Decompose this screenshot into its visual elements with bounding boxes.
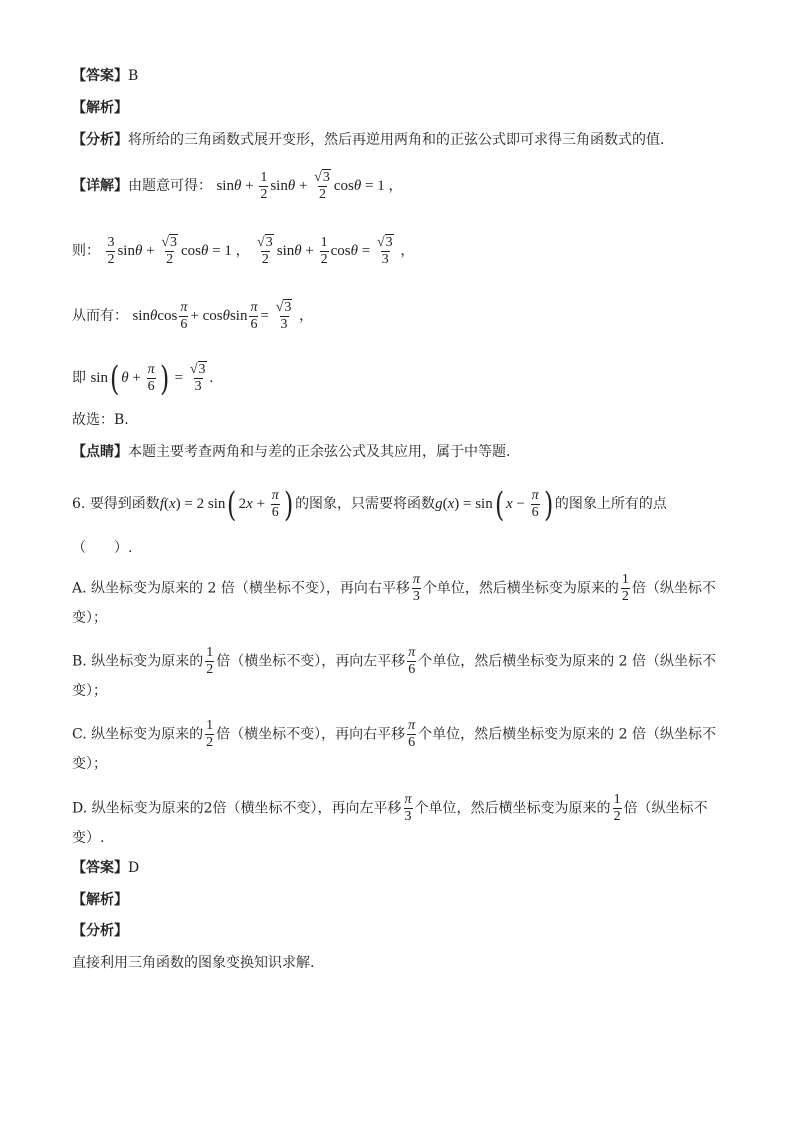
option-d-text-1: D. 纵坐标变为原来的2倍（横坐标不变），再向左平移 — [72, 800, 402, 817]
final-text: 直接利用三角函数的图象变换知识求解. — [72, 955, 315, 971]
question-text-c: 的图象上所有的点 — [554, 495, 667, 512]
equation-1: sinθ + $\frac{1}{2}$ sinθ + $\frac{√3}{2}$ cosθ = 1 — [216, 170, 389, 202]
fenxi-line-1 — [72, 130, 664, 150]
option-c-cont: 变）； — [72, 756, 107, 772]
answer-label: 【答案】 — [72, 68, 128, 84]
equation-3: $\frac{√3}{2}$ sinθ + $\frac{1}{2}$ cosθ = $\frac{√3}{3}$ — [257, 235, 393, 267]
option-b-cont: 变）； — [72, 683, 107, 699]
fenxi-label: 【分析】 — [72, 132, 128, 148]
question-6-line — [72, 484, 667, 525]
question-bracket: （ ）. — [72, 540, 133, 556]
option-a-cont: 变）； — [72, 610, 107, 626]
option-c-text-2: 倍（横坐标不变），再向右平移 — [216, 726, 406, 743]
option-c — [72, 718, 716, 751]
frac-1-2: $\frac{1}{2}$ — [613, 792, 621, 824]
step4-line — [72, 358, 214, 399]
xiangjie-text: 由题意可得： — [128, 177, 212, 194]
option-d-text-2: 个单位，然后横坐标变为原来的 — [414, 800, 611, 817]
xiangjie-label: 【详解】 — [72, 177, 128, 194]
analysis-label-1: 【解析】 — [72, 100, 128, 116]
step3-line: 从而有： sinθcos $\frac{\pi}{6}$ + cosθsin $\frac{\pi}{6}$ = $\frac{√3}{3}$ ， — [72, 300, 314, 332]
equation-2: $\frac{3}{2}$ sinθ + $\frac{√3}{2}$ cosθ = 1 — [107, 235, 236, 267]
option-c-text-1: C. 纵坐标变为原来的 — [72, 726, 204, 743]
fenxi-text: 将所给的三角函数式展开变形，然后再逆用两角和的正弦公式即可求得三角函数式的值. — [128, 132, 665, 148]
step2-prefix: 则： — [72, 242, 100, 259]
step3-prefix: 从而有： — [72, 307, 128, 324]
question-text-b: 的图象，只需要将函数 — [295, 495, 436, 512]
option-a-text-3: 倍（纵坐标不 — [631, 580, 716, 597]
option-a-text-2: 个单位，然后横坐标变为原来的 — [422, 580, 619, 597]
answer-line-1 — [72, 66, 138, 86]
option-b-text-3: 个单位，然后横坐标变为原来的 2 倍（纵坐标不 — [418, 653, 717, 670]
frac-pi-6: $\frac{\pi}{6}$ — [408, 645, 416, 677]
equation-5: sin( θ + $\frac{\pi}{6}$ ) = $\frac{√3}{3}$ . — [90, 358, 214, 399]
frac-pi-6: $\frac{\pi}{6}$ — [408, 718, 416, 750]
answer-line-2 — [72, 858, 139, 878]
xiangjie-line: 【详解】由题意可得： sinθ + $\frac{1}{2}$ sinθ + $\frac{√3}{2}$ cosθ = 1 ， — [72, 170, 403, 202]
option-a-text-1: A. 纵坐标变为原来的 2 倍（横坐标不变），再向右平移 — [72, 580, 410, 597]
option-a — [72, 572, 716, 605]
step2-line: 则： $\frac{3}{2}$ sinθ + $\frac{√3}{2}$ cosθ = 1 ， $\frac{√3}{2}$ sinθ + $\frac{1}{2}$ cosθ = $\frac{√3}{3}$ ， — [72, 235, 415, 267]
frac-1-2: $\frac{1}{2}$ — [206, 645, 214, 677]
question-number: 6. — [72, 495, 86, 512]
equation-4: sinθcos $\frac{\pi}{6}$ + cosθsin $\frac{\pi}{6}$ = $\frac{√3}{3}$ — [132, 300, 292, 332]
option-c-text-3: 个单位，然后横坐标变为原来的 2 倍（纵坐标不 — [418, 726, 716, 743]
step4-prefix: 即 — [72, 369, 86, 386]
answer-value: B — [128, 68, 139, 84]
option-d-cont: 变）. — [72, 830, 105, 846]
answer-value: D — [128, 860, 140, 876]
frac-1-2: $\frac{1}{2}$ — [621, 572, 629, 604]
frac-pi-3: $\frac{\pi}{3}$ — [404, 792, 412, 824]
option-b — [72, 645, 716, 678]
answer-label: 【答案】 — [72, 860, 128, 876]
frac-pi-3: $\frac{\pi}{3}$ — [412, 572, 420, 604]
analysis-label-2: 【解析】 — [72, 892, 128, 908]
conclusion-line: 故选：B. — [72, 412, 129, 428]
question-text-a: 要得到函数 — [89, 495, 160, 512]
fenxi-label-2: 【分析】 — [72, 923, 128, 939]
dianjing-text: 本题主要考查两角和与差的正余弦公式及其应用，属于中等题. — [128, 444, 511, 460]
option-d — [72, 792, 708, 825]
function-f: f(x) = 2 sin( 2x + $\frac{\pi}{6}$ ) — [159, 484, 294, 525]
option-b-text-1: B. 纵坐标变为原来的 — [72, 653, 204, 670]
option-b-text-2: 倍（横坐标不变），再向左平移 — [216, 653, 406, 670]
dianjing-label: 【点睛】 — [72, 444, 128, 460]
option-d-text-3: 倍（纵坐标不 — [623, 800, 708, 817]
frac-1-2: $\frac{1}{2}$ — [206, 718, 214, 750]
function-g: g(x) = sin( x − $\frac{\pi}{6}$ ) — [435, 484, 553, 525]
dianjing-line — [72, 442, 510, 462]
